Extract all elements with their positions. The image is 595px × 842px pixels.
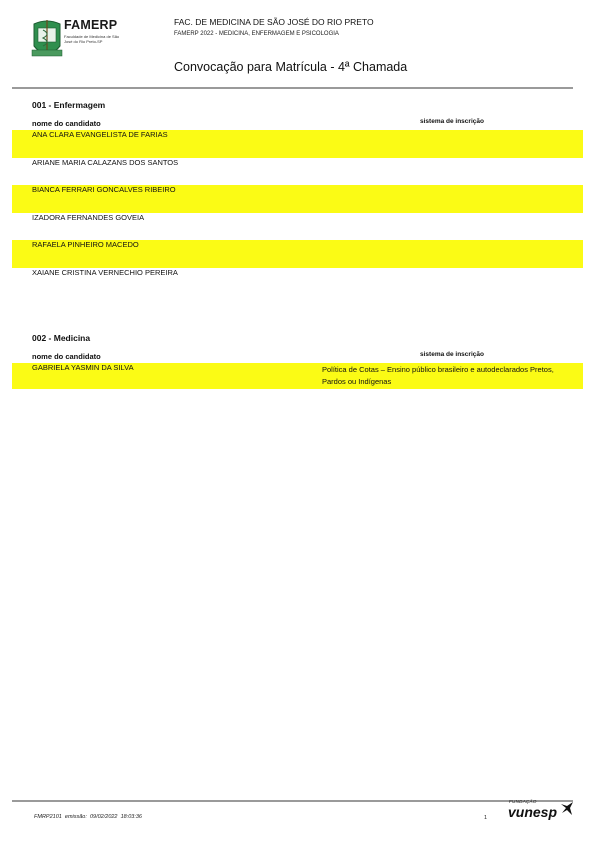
footer-emission [34,814,142,820]
candidate-name: XAIANE CRISTINA VERNECHIO PEREIRA [32,267,178,277]
famerp-logo [30,16,122,68]
logo-subtitle: Faculdade de Medicina de São José do Rio Preto-SP [64,34,120,44]
candidate-name: ARIANE MARIA CALAZANS DOS SANTOS [32,157,179,167]
section-enfermagem [12,98,583,295]
column-header-name: nome do candidato [32,352,101,361]
page-number: 1 [484,815,488,821]
table-row [12,158,583,186]
candidate-system: Política de Cotas – Ensino público brasileiro e autodeclarados Pretos, Pardos ou Indígenas [322,365,554,386]
column-header-name: nome do candidato [32,119,101,128]
candidate-name: ANA CLARA EVANGELISTA DE FARIAS [32,130,168,139]
table-row [12,130,583,158]
table-row [12,268,583,296]
emission-date: 09/02/2022 [89,814,118,820]
institution-name: FAC. DE MEDICINA DE SÃO JOSÉ DO RIO PRETO [174,17,374,27]
section-medicina [12,331,583,389]
table-row [12,363,583,389]
vunesp-bird-icon [560,800,574,816]
table-row [12,240,583,268]
emission-label: emissão: [64,814,87,820]
vunesp-logo-main: vunesp [508,804,558,820]
exam-name: FAMERP 2022 - MEDICINA, ENFERMAGEM E PSICOLOGIA [174,31,339,37]
section-title: 001 - Enfermagem [32,100,106,110]
table-row [12,213,583,241]
vunesp-logo-small: FUNDAÇÃO [509,799,537,804]
table-row [12,185,583,213]
famerp-emblem-icon [30,16,64,66]
footer-divider [12,800,573,802]
emission-time: 18:03:36 [120,814,142,820]
page-title: Convocação para Matrícula - 4ª Chamada [174,60,408,74]
table-header [12,116,583,130]
vunesp-logo [508,799,574,823]
candidate-name: GABRIELA YASMIN DA SILVA [32,363,134,372]
candidate-name: RAFAELA PINHEIRO MACEDO [32,240,139,249]
header-divider [12,87,573,89]
candidate-name: BIANCA FERRARI GONCALVES RIBEIRO [32,185,176,194]
column-header-system: sistema de inscrição [420,118,484,125]
candidate-name: IZADORA FERNANDES GOVEIA [32,212,145,222]
table-header [12,349,583,363]
column-header-system: sistema de inscrição [420,351,484,358]
section-title: 002 - Medicina [32,333,91,343]
report-code: FMRP2101 [34,814,62,820]
logo-name: FAMERP [64,18,118,32]
